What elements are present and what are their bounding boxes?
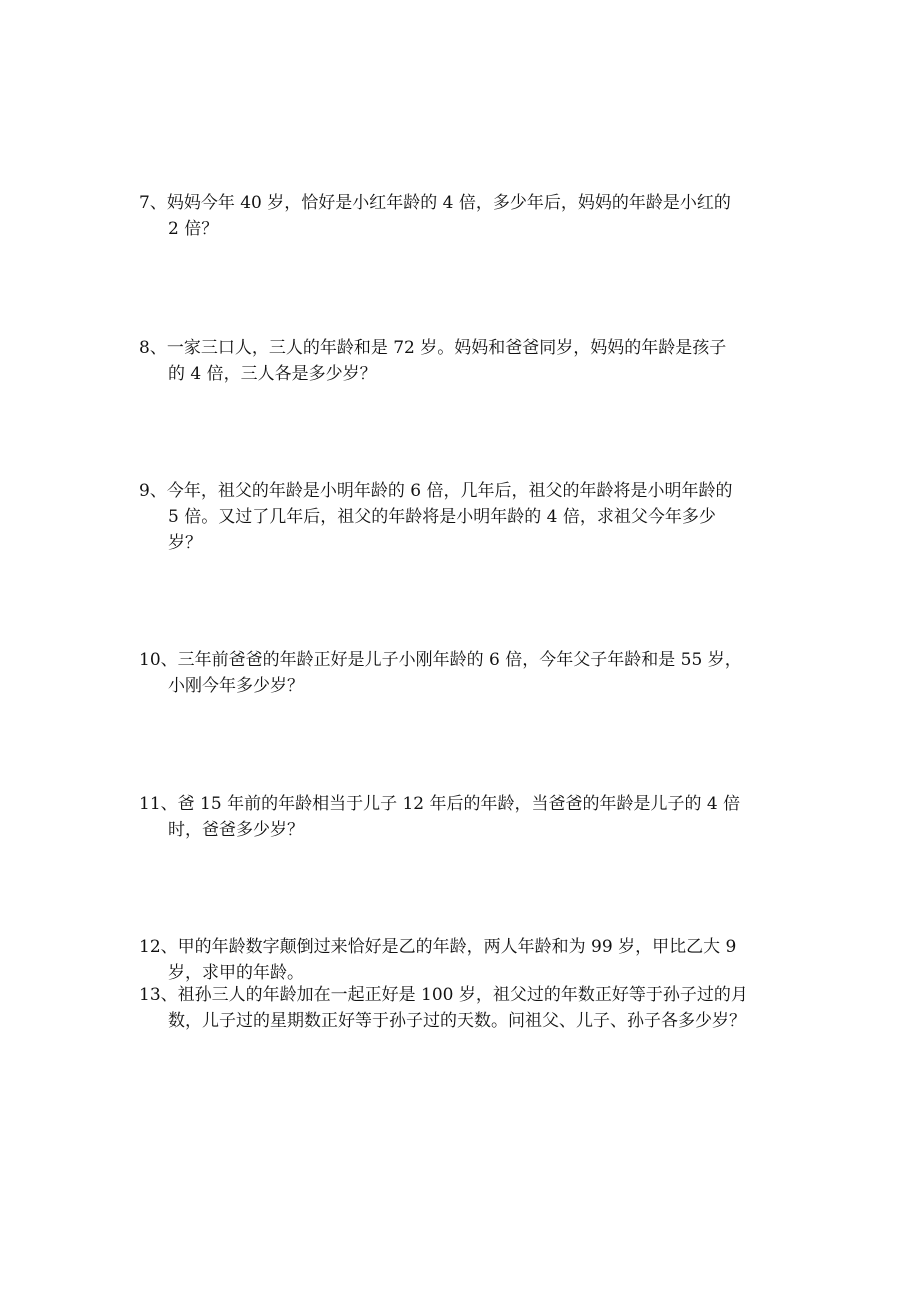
problem-line — [139, 361, 819, 387]
problem-text: 数，儿子过的星期数正好等于孙子过的天数。问祖父、儿子、孙子各多少岁？ — [168, 1011, 746, 1031]
problem-text: 今年，祖父的年龄是小明年龄的 6 倍，几年后，祖父的年龄将是小明年龄的 — [166, 481, 733, 501]
problem-line — [139, 934, 819, 960]
problem-number: 10、 — [139, 650, 178, 670]
problem-text: 岁？ — [168, 533, 202, 553]
problem-text: 小刚今年多少岁？ — [168, 676, 304, 696]
problem-text: 2 倍？ — [168, 219, 219, 239]
problem-number: 9、 — [139, 481, 167, 501]
problem-line — [139, 647, 819, 673]
problem-text: 祖孙三人的年龄加在一起正好是 100 岁，祖父过的年数正好等于孙子过的月 — [177, 985, 748, 1005]
problem-text: 爸 15 年前的年龄相当于儿子 12 年后的年龄，当爸爸的年龄是儿子的 4 倍 — [177, 794, 741, 814]
problem-12 — [139, 934, 819, 986]
problem-text: 岁，求甲的年龄。 — [168, 963, 304, 983]
problem-line — [139, 817, 819, 843]
problem-number: 8、 — [139, 338, 167, 358]
problem-line — [139, 216, 819, 242]
problem-8 — [139, 335, 819, 387]
problem-line — [139, 190, 819, 216]
problem-text: 妈妈今年 40 岁，恰好是小红年龄的 4 倍，多少年后，妈妈的年龄是小红的 — [166, 193, 731, 213]
problem-11 — [139, 791, 819, 843]
problem-9 — [139, 478, 819, 556]
problem-line — [139, 1008, 819, 1034]
problem-line — [139, 478, 819, 504]
problem-number: 7、 — [139, 193, 167, 213]
problem-line — [139, 504, 819, 530]
problem-line — [139, 530, 819, 556]
problem-13 — [139, 982, 819, 1034]
problem-number: 12、 — [139, 937, 178, 957]
problem-text: 三年前爸爸的年龄正好是儿子小刚年龄的 6 倍，今年父子年龄和是 55 岁， — [177, 650, 742, 670]
problem-line — [139, 982, 819, 1008]
problem-text: 一家三口人，三人的年龄和是 72 岁。妈妈和爸爸同岁，妈妈的年龄是孩子 — [166, 338, 727, 358]
problem-10 — [139, 647, 819, 699]
problem-line — [139, 335, 819, 361]
problem-text: 5 倍。又过了几年后，祖父的年龄将是小明年龄的 4 倍，求祖父今年多少 — [168, 507, 716, 527]
problem-7 — [139, 190, 819, 242]
problem-number: 13、 — [139, 985, 178, 1005]
problem-line — [139, 673, 819, 699]
problem-number: 11、 — [139, 794, 178, 814]
problem-text: 的 4 倍，三人各是多少岁？ — [168, 364, 377, 384]
problem-text: 时，爸爸多少岁？ — [168, 820, 304, 840]
problem-text: 甲的年龄数字颠倒过来恰好是乙的年龄，两人年龄和为 99 岁，甲比乙大 9 — [177, 937, 737, 957]
problem-line — [139, 791, 819, 817]
